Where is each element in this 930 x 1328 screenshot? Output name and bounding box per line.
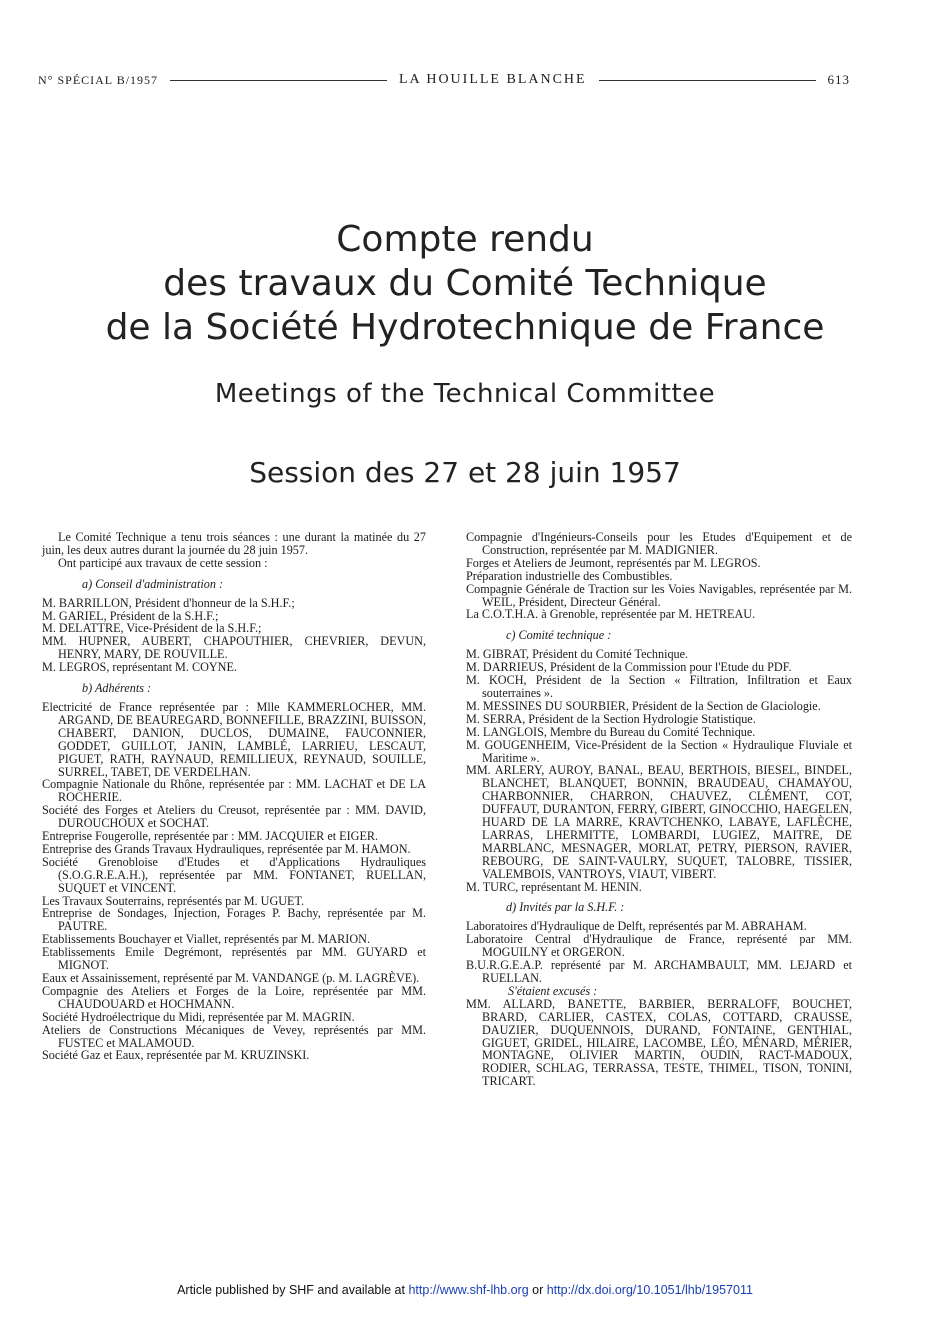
- paragraph: Société Hydroélectrique du Midi, représentée par M. MAGRIN.: [42, 1009, 355, 1024]
- page-number: 613: [827, 72, 850, 87]
- paragraph: Entreprise de Sondages, Injection, Forages P. Bachy, représentée par M. PAUTRE.: [42, 906, 426, 934]
- paragraph: Eaux et Assainissement, représenté par M. VANDANGE (p. M. LAGRÈVE).: [42, 971, 420, 985]
- footer-text: Article published by SHF and available at: [177, 1283, 409, 1297]
- section-heading: a) Conseil d'administration :: [82, 576, 224, 591]
- paragraph: Compagnie Nationale du Rhône, représentée par : MM. LACHAT et DE LA ROCHERIE.: [42, 777, 426, 805]
- main-title-line-1: Compte rendu: [336, 219, 594, 260]
- paragraph: Laboratoires d'Hydraulique de Delft, représentés par M. ABRAHAM.: [466, 919, 807, 934]
- paragraph: Préparation industrielle des Combustibles.: [466, 568, 673, 583]
- paragraph: M. MESSINES DU SOURBIER, Président de la Section de Glaciologie.: [466, 698, 821, 713]
- main-title-line-2: des travaux du Comité Technique: [163, 263, 767, 304]
- paragraph: M. KOCH, Président de la Section « Filtration, Infiltration et Eaux souterraines ».: [466, 673, 852, 700]
- section-heading: b) Adhérents :: [82, 681, 152, 696]
- paragraph: M. GOUGENHEIM, Vice-Président de la Section « Hydraulique Fluviale et Maritime ».: [466, 737, 852, 765]
- footer-link-doi[interactable]: http://dx.doi.org/10.1051/lhb/1957011: [546, 1283, 753, 1297]
- paragraph: MM. ALLARD, BANETTE, BARBIER, BERRALOFF, BOUCHET, BRARD, CARLIER, CASTEX, COLAS, COTTARD, CRAUSSE, DAUZIER, DUQUENNOIS, DURAND, FONTAINE, GENTHIAL, GIGUET, GRIDEL, HILAIRE, LACOMBE, LÉO, MÉNARD, MÉRIER, MONTAGNE, OLIVIER MARTIN, OUDIN, RACT-MADOUX, RODIER, SCHLAG, TERRASSA, TESTE, THIMEL, TISON, TONINI, TRICART.: [466, 996, 852, 1089]
- paragraph: M. TURC, représentant M. HENIN.: [466, 879, 642, 894]
- paragraph: B.U.R.G.E.A.P. représenté par M. ARCHAMBAULT, MM. LEJARD et RUELLAN.: [466, 958, 852, 985]
- paragraph: M. GARIEL, Président de la S.H.F.;: [42, 608, 219, 623]
- article-footer: [0, 1283, 930, 1297]
- paragraph: Ateliers de Constructions Mécaniques de Vevey, représentés par MM. FUSTEC et MALAMOUD.: [42, 1022, 426, 1050]
- paragraph: Société des Forges et Ateliers du Creusot, représentée par : MM. DAVID, DUROUCHOUX et SOCHAT.: [42, 803, 426, 831]
- paragraph: MM. ARLERY, AUROY, BANAL, BEAU, BERTHOIS, BIESEL, BINDEL, BLANCHET, BLANQUET, BONNIN, BRAUDEAU, CHAMAYOU, CHARBONNIER, CHARRON, CHAUVEZ, CLÉMENT, COT, DUFFAUT, DURANTON, FERRY, GIBERT, GINOCCHIO, HAEGELEN, HUARD DE LA MARRE, KRAVTCHENKO, LABAYE, LAFLÈCHE, LARRAS, LHERMITTE, LOMBARDI, LUGIEZ, MAITRE, DE MARBLANC, MESNAGER, MORLAT, PETRY, PIERSON, RAVIER, REBOURG, DE SAINT-VAULRY, SUQUET, TALOBRE, TISSIER, VALEMBOIS, VANTROYS, VIAUT, VIBERT.: [466, 763, 852, 881]
- session-dates: Session des 27 et 28 juin 1957: [249, 456, 681, 489]
- paragraph: Société Gaz et Eaux, représentée par M. KRUZINSKI.: [42, 1048, 310, 1063]
- paragraph: M. GIBRAT, Président du Comité Technique.: [466, 647, 689, 662]
- paragraph: Entreprise des Grands Travaux Hydrauliques, représentée par M. HAMON.: [42, 841, 411, 856]
- section-heading: S'étaient excusés :: [508, 983, 598, 998]
- paragraph: M. LEGROS, représentant M. COYNE.: [42, 660, 237, 675]
- paragraph: M. BARRILLON, Président d'honneur de la S.H.F.;: [42, 595, 295, 610]
- paragraph: Ont participé aux travaux de cette session :: [58, 555, 268, 570]
- paragraph: Compagnie d'Ingénieurs-Conseils pour les Etudes d'Equipement et de Construction, représentée par M. MADIGNIER.: [466, 530, 852, 557]
- journal-title: LA HOUILLE BLANCHE: [398, 72, 587, 87]
- paragraph: Etablissements Emile Degrémont, représentés par MM. GUYARD et MIGNOT.: [42, 945, 426, 973]
- paragraph: MM. HUPNER, AUBERT, CHAPOUTHIER, CHEVRIER, DEVUN, HENRY, MARY, DE ROUVILLE.: [42, 634, 426, 662]
- header-rule-right: [599, 80, 816, 81]
- issue-label: N° SPÉCIAL B/1957: [38, 72, 159, 87]
- paragraph: M. LANGLOIS, Membre du Bureau du Comité Technique.: [466, 724, 756, 739]
- paragraph: Entreprise Fougerolle, représentée par : MM. JACQUIER et EIGER.: [42, 829, 379, 844]
- paragraph: Etablissements Bouchayer et Viallet, représentés par M. MARION.: [42, 932, 371, 947]
- main-title-line-3: de la Société Hydrotechnique de France: [105, 307, 825, 348]
- right-text-column: [466, 531, 852, 1088]
- paragraph: Electricité de France représentée par : Mlle KAMMERLOCHER, MM. ARGAND, DE BEAUREGARD, BONNEFILLE, BRAZZINI, BUISSON, CHABERT, DANION, DUCLOS, DUMAINE, FAUCONNIER, GODDET, GUILLOT, JANIN, LAMBLÉ, LARRIEU, LESCAUT, PIGUET, RATH, RAYNAUD, REMILLIEUX, REYNAUD, SOUILLE, SURREL, TABET, DE VERDELHAN.: [42, 699, 426, 779]
- section-heading: d) Invités par la S.H.F. :: [506, 900, 625, 915]
- paragraph: Forges et Ateliers de Jeumont, représentés par M. LEGROS.: [466, 555, 761, 570]
- paragraph: M. DARRIEUS, Président de la Commission pour l'Etude du PDF.: [466, 660, 792, 675]
- english-subtitle: Meetings of the Technical Committee: [214, 379, 716, 409]
- paragraph: Les Travaux Souterrains, représentés par M. UGUET.: [42, 893, 305, 908]
- paragraph: La C.O.T.H.A. à Grenoble, représentée par M. HETREAU.: [466, 607, 756, 622]
- header-rule-left: [170, 80, 387, 81]
- paragraph: Société Grenobloise d'Etudes et d'Applications Hydrauliques (S.O.G.R.E.A.H.), représentée par MM. FONTANET, RUELLAN, SUQUET et VINCENT.: [42, 854, 426, 895]
- paragraph: Le Comité Technique a tenu trois séances : une durant la matinée du 27 juin, les deux autres durant la journée du 28 juin 1957.: [42, 530, 426, 557]
- footer-text-or: or: [528, 1283, 547, 1297]
- paragraph: M. DELATTRE, Vice-Président de la S.H.F.;: [42, 621, 262, 636]
- footer-link-shf[interactable]: http://www.shf-lhb.org: [408, 1283, 529, 1297]
- left-text-column: [42, 531, 426, 1062]
- paragraph: M. SERRA, Président de la Section Hydrologie Statistique.: [466, 711, 756, 726]
- paragraph: Compagnie Générale de Traction sur les Voies Navigables, représentée par M. WEIL, Président, Directeur Général.: [466, 581, 852, 609]
- running-header: [38, 70, 850, 90]
- section-heading: c) Comité technique :: [506, 628, 612, 643]
- paragraph: Laboratoire Central d'Hydraulique de France, représenté par MM. MOGUILNY et ORGERON.: [466, 932, 852, 960]
- paragraph: Compagnie des Ateliers et Forges de la Loire, représentée par MM. CHAUDOUARD et HOCHMANN.: [42, 983, 426, 1011]
